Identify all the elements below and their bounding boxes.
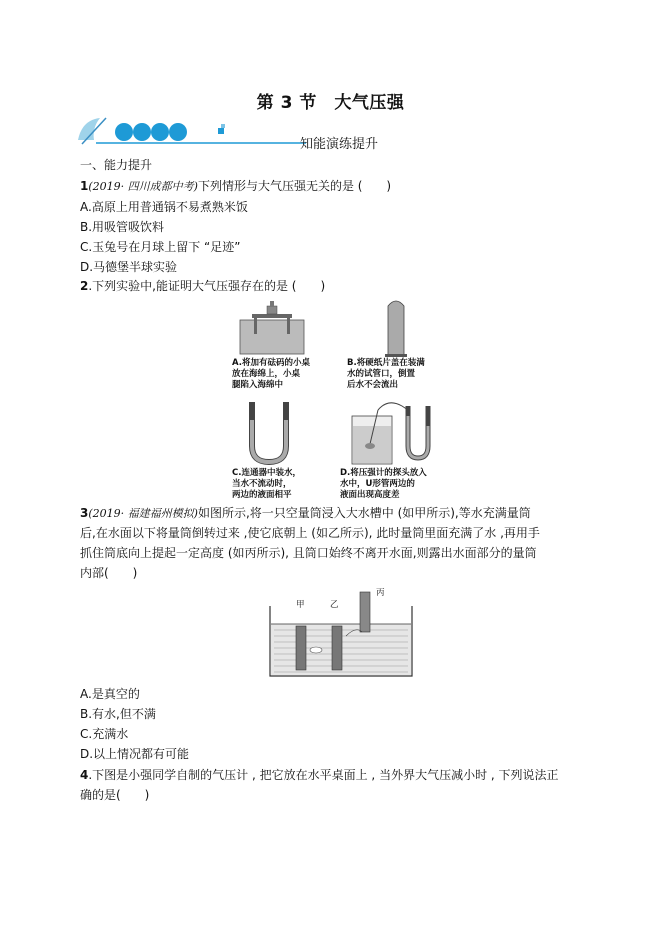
question-1-number: 1 xyxy=(80,179,89,193)
section-banner-graphic xyxy=(76,114,306,150)
section-heading: 一、能力提升 xyxy=(80,158,153,172)
figure-b-caption: B.将硬纸片盖在装满 水的试管口，倒置 后水不会流出 xyxy=(347,358,425,390)
question-1-stem: 下列情形与大气压强无关的是 ( ) xyxy=(197,179,392,193)
question-3-option-d: D.以上情况都有可能 xyxy=(80,747,190,761)
question-4-number: 4 xyxy=(80,768,89,782)
banner-text: 知能演练提升 xyxy=(300,137,379,152)
question-3-number: 3 xyxy=(80,506,89,520)
figure-d-pressure-gauge xyxy=(348,396,438,466)
question-2-stem: .下列实验中,能证明大气压强存在的是 ( ) xyxy=(88,279,326,293)
figure-a-caption: A.将加有砝码的小桌 放在海绵上，小桌 腿陷入海绵中 xyxy=(232,358,310,390)
question-1-option-c: C.玉兔号在月球上留下 “足迹” xyxy=(80,240,241,254)
question-3-line-3: 抓住筒底向上提起一定高度 (如丙所示), 且筒口始终不离开水面,则露出水面部分的量筒 xyxy=(80,546,537,560)
figure-a-table-on-sponge xyxy=(232,298,312,358)
page-title: 第 3 节 大气压强 xyxy=(256,93,405,113)
question-1 xyxy=(80,177,391,196)
question-1-option-d: D.马德堡半球实验 xyxy=(80,260,178,274)
question-3-option-a: A.是真空的 xyxy=(80,687,140,701)
question-3 xyxy=(80,504,531,523)
question-1-option-a: A.高原上用普通锅不易煮熟米饭 xyxy=(80,200,248,214)
figure-b-inverted-test-tube xyxy=(376,296,416,360)
question-3-option-c: C.充满水 xyxy=(80,727,129,741)
figure-c-u-tube xyxy=(244,400,294,466)
question-3-source: (2019· 福建福州模拟) xyxy=(88,507,198,520)
question-1-option-b: B.用吸管吸饮料 xyxy=(80,220,165,234)
question-3-line-1: 如图所示,将一只空量筒浸入大水槽中 (如甲所示),等水充满量筒 xyxy=(197,506,531,520)
question-2 xyxy=(80,277,325,295)
question-4-line-1: .下图是小强同学自制的气压计 , 把它放在水平桌面上 , 当外界大气压减小时 , 下列说法正 xyxy=(88,768,559,782)
question-4-line-2: 确的是( ) xyxy=(80,788,150,802)
figure-water-tank xyxy=(266,586,416,678)
question-2-number: 2 xyxy=(80,279,89,293)
question-3-option-b: B.有水,但不满 xyxy=(80,707,156,721)
label-yi: 乙 xyxy=(330,600,339,610)
figure-c-caption: C.连通器中装水， 当水不流动时， 两边的液面相平 xyxy=(232,468,301,500)
figure-d-caption: D.将压强计的探头放入 水中，U形管两边的 液面出现高度差 xyxy=(340,468,427,500)
question-3-line-2: 后,在水面以下将量筒倒转过来 ,使它底朝上 (如乙所示), 此时量筒里面充满了水 ,再用手 xyxy=(80,526,540,540)
question-3-line-4: 内部( ) xyxy=(80,566,138,580)
question-4 xyxy=(80,766,559,784)
label-bing: 丙 xyxy=(376,588,385,598)
question-1-source: (2019· 四川成都中考) xyxy=(88,180,198,193)
label-jia: 甲 xyxy=(296,600,305,610)
